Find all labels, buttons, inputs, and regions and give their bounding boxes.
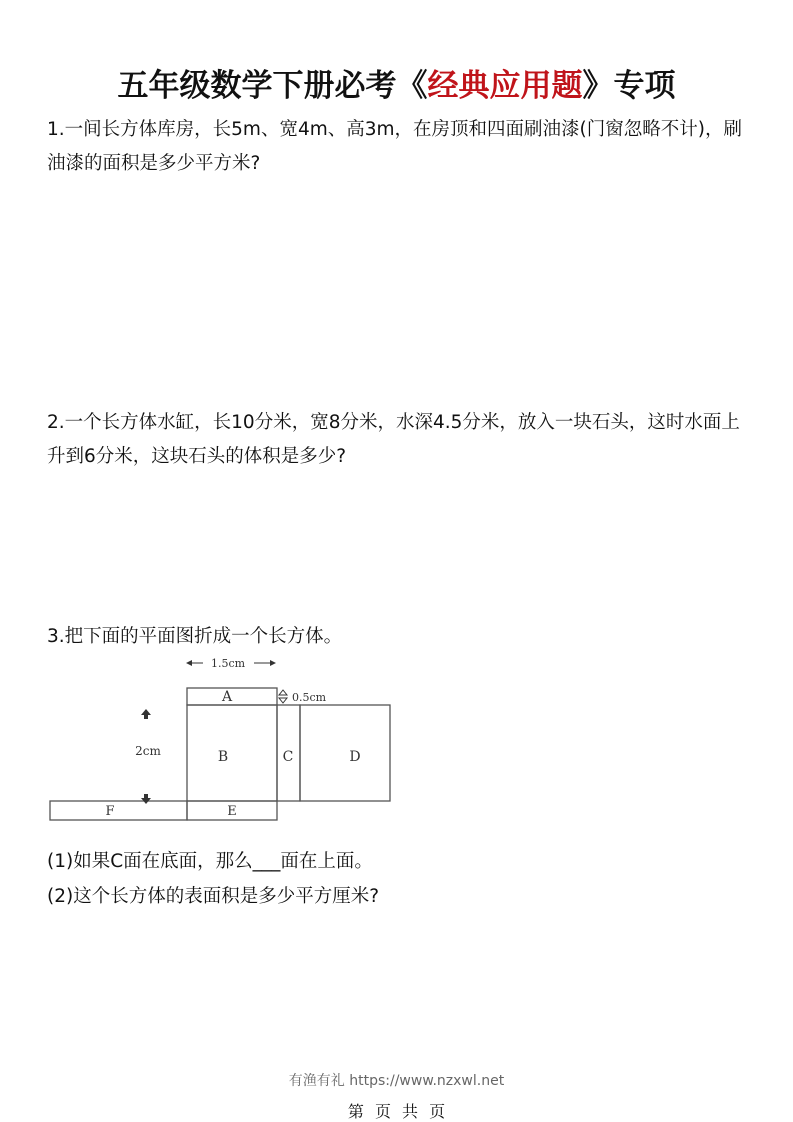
sub-question-1: (1)如果C面在底面，那么___面在上面。: [47, 851, 373, 872]
question-3: 3.把下面的平面图折成一个长方体。: [47, 626, 343, 647]
dim-thin-label: 0.5cm: [292, 691, 327, 704]
question-2: 2.一个长方体水缸，长10分米，宽8分米，水深4.5分米，放入一块石头，这时水面上升到6分米，这块石头的体积是多少?: [47, 412, 740, 467]
question-1: 1.一间长方体库房，长5m、宽4m、高3m，在房顶和四面刷油漆(门窗忽略不计)，刷油漆的面积是多少平方米?: [47, 119, 742, 174]
face-b-label: B: [217, 749, 229, 765]
face-c-label: C: [282, 749, 294, 765]
box-net-diagram: [46, 654, 398, 829]
page-title: [0, 60, 793, 105]
face-e-label: E: [227, 804, 237, 819]
title-suffix: 》专项: [582, 68, 676, 104]
footer-site: 有渔有礼 https://www.nzxwl.net: [288, 1073, 505, 1089]
footer-page-number: 第 页 共 页: [347, 1102, 446, 1121]
dim-height-label: 2cm: [135, 744, 161, 758]
sub-question-2: (2)这个长方体的表面积是多少平方厘米?: [47, 886, 380, 907]
face-a-label: A: [221, 689, 233, 705]
face-f-label: F: [105, 804, 115, 819]
title-prefix: 五年级数学下册必考《: [117, 68, 428, 104]
face-d-label: D: [349, 749, 361, 765]
title-highlight: 经典应用题: [427, 68, 583, 104]
dim-width-label: 1.5cm: [210, 657, 246, 670]
